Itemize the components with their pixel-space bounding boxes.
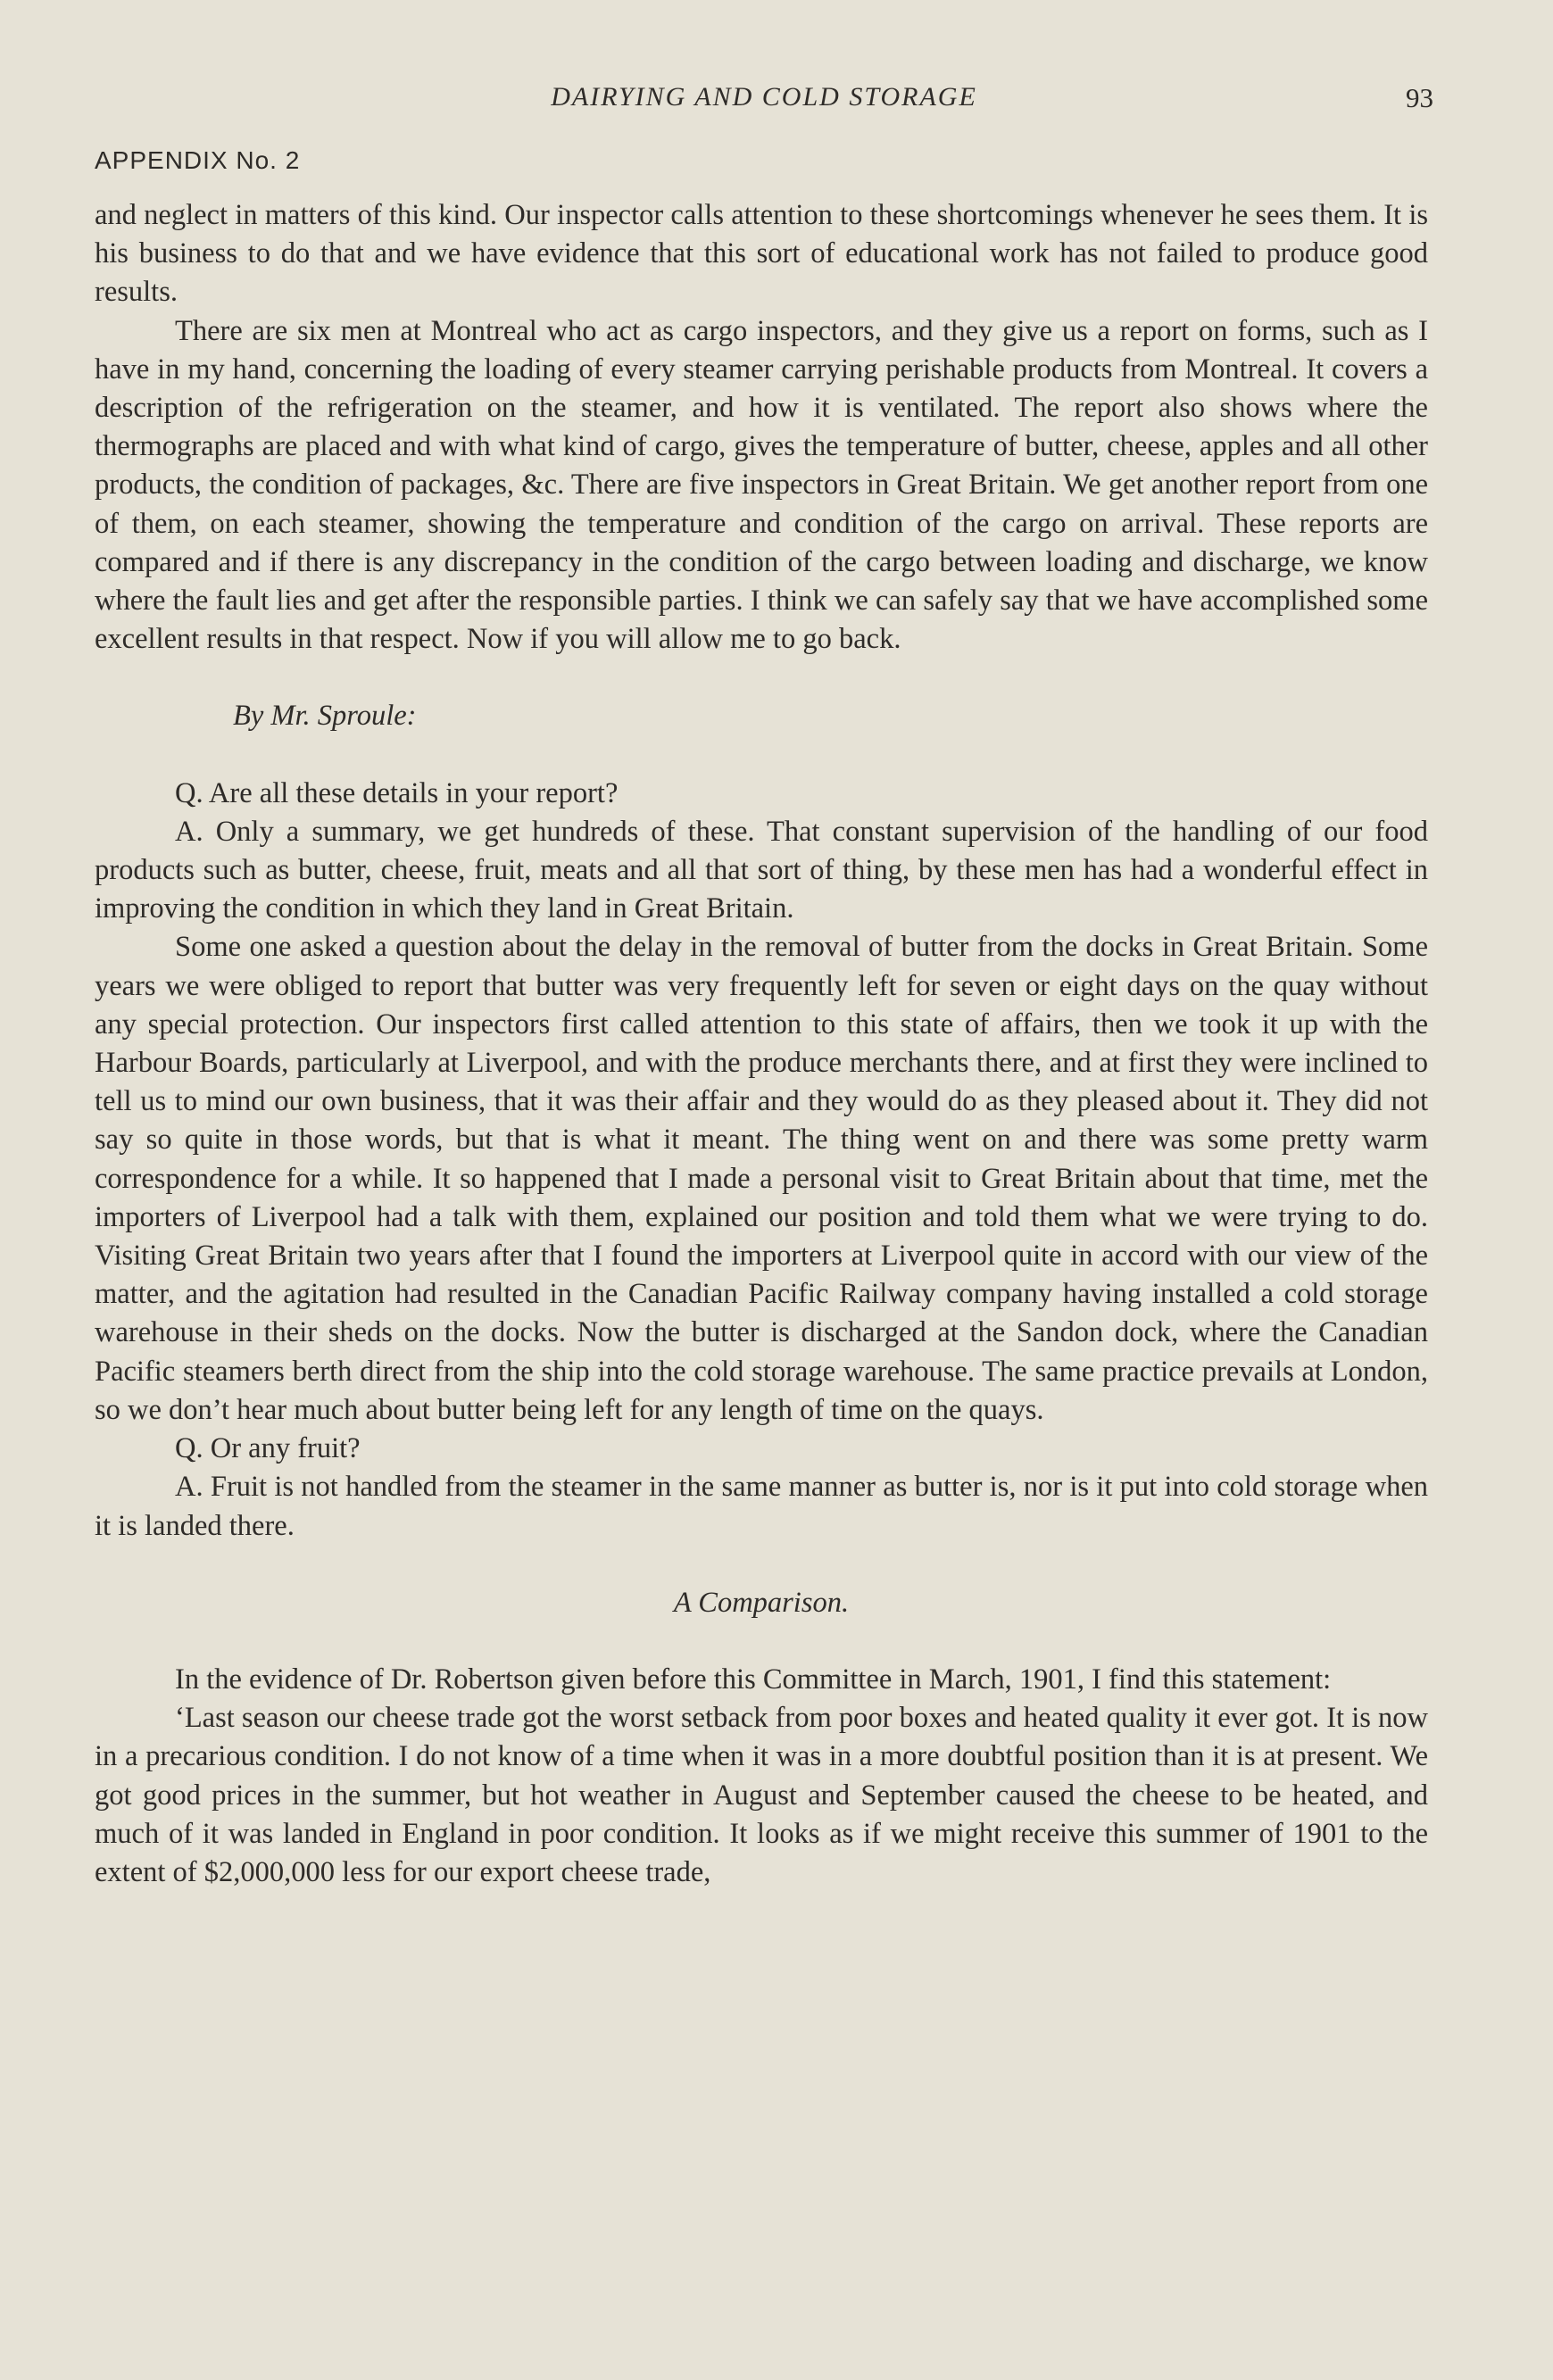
paragraph: and neglect in matters of this kind. Our inspector calls attention to these shortcomings whenever he sees them. It is his business to do that and we have evidence that this sort of educational work has not failed to produce good results. [95,199,1428,309]
question: Q. Are all these details in your report? [175,776,619,809]
quotation: ‘Last season our cheese trade got the worst setback from poor boxes and heated quality it ever got. It is now in a precarious condition. I do not know of a time when it was in a more doubtful position than it is at present. We got good prices in the summer, but hot weather in August and September caused the cheese to be heated, and much of it was landed in England in poor condition. It looks as if we might receive this summer of 1901 to the extent of $2,000,000 less for our export cheese trade, [95,1702,1428,1888]
paragraph: In the evidence of Dr. Robertson given before this Committee in March, 1901, I find this statement: [175,1663,1332,1696]
running-title: DAIRYING AND COLD STORAGE [551,82,977,112]
speaker-heading: By Mr. Sproule: [233,700,417,733]
question: Q. Or any fruit? [175,1432,361,1465]
paragraph: There are six men at Montreal who act as cargo inspectors, and they give us a report on forms, such as I have in my hand, concerning the loading of every steamer carrying perishable products from Montreal. It covers a description of the refrigeration on the steamer, and how it is ventilated. The report also shows where the thermographs are placed and with what kind of cargo, gives the temperature of butter, cheese, apples and all other products, the condition of packages, &c. There are five inspectors in Great Britain. We get another report from one of them, on each steamer, showing the temperature and condition of the cargo on arrival. These reports are compared and if there is any discrepancy in the condition of the cargo between loading and discharge, we know where the fault lies and get after the responsible parties. I think we can safely say that we have accomplished some excellent results in that respect. Now if you will allow me to go back. [95,314,1428,656]
page-number: 93 [1406,82,1433,113]
answer: A. Fruit is not handled from the steamer in the same manner as butter is, nor is it put into cold storage when it is landed there. [95,1471,1428,1542]
body-text [95,196,1428,1892]
section-heading: A Comparison. [673,1586,850,1619]
paragraph: Some one asked a question about the delay in the removal of butter from the docks in Great Britain. Some years we were obliged to report that butter was very frequently left for seven or eight days on the quay without any special protection. Our inspectors first called attention to this state of affairs, then we took it up with the Harbour Boards, particularly at Liverpool, and with the produce merchants there, and at first they were inclined to tell us to mind our own business, that it was their affair and they would do as they pleased about it. They did not say so quite in those words, but that is what it meant. The thing went on and there was some pretty warm correspondence for a while. It so happened that I made a personal visit to Great Britain about that time, met the importers of Liverpool had a talk with them, explained our position and told them what we were trying to do. Visiting Great Britain two years after that I found the importers at Liverpool quite in accord with our view of the matter, and the agitation had resulted in the Canadian Pacific Railway company having installed a cold storage warehouse in their sheds on the docks. Now the butter is discharged at the Sandon dock, where the Canadian Pacific steamers berth direct from the ship into the cold storage warehouse. The same practice prevails at London, so we don’t hear much about butter being left for any length of time on the quays. [95,931,1428,1426]
appendix-label: APPENDIX No. 2 [95,146,301,174]
answer: A. Only a summary, we get hundreds of these. That constant supervision of the handling of our food products such as butter, cheese, fruit, meats and all that sort of thing, by these men has had a wonderful effect in improving the condition in which they land in Great Britain. [95,815,1428,925]
running-head [95,79,1433,121]
